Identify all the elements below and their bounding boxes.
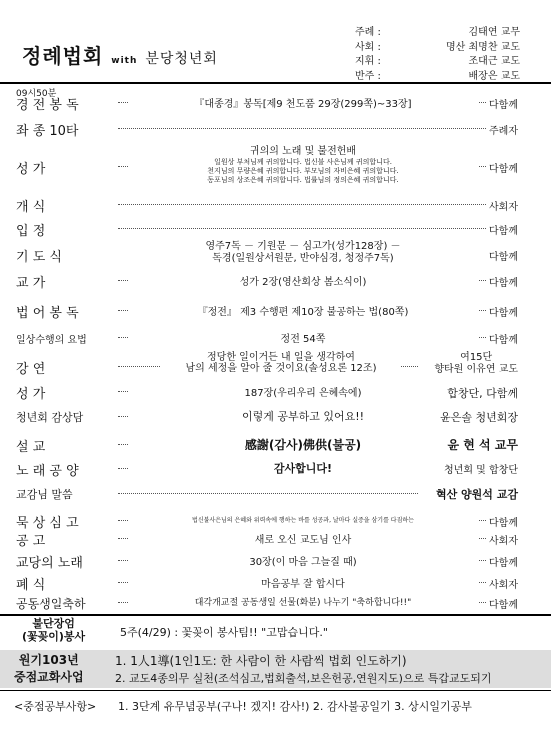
program-row bbox=[16, 220, 516, 238]
row-performer: 청년회 및 합창단 bbox=[444, 465, 518, 476]
row-content: 감사합니다! bbox=[128, 460, 478, 476]
row-performer: 다함께 bbox=[489, 335, 518, 346]
row-performer: 합창단, 다함께 bbox=[447, 387, 518, 400]
row-content: 感謝(감사)佛供(불공) bbox=[128, 436, 478, 453]
row-content: 30장(이 마음 그늘질 때) bbox=[128, 553, 478, 568]
hymn-block: 귀의의 노래 및 불전헌배 일원상 부처님께 귀의합니다. 법신불 사은님께 귀의합니다. 천지님의 무량은혜 귀의합니다. 부모님의 자비은혜 귀의합니다. 동포님의 상조은혜 귀의합니다. 법률님의 정의은혜 귀의합니다. bbox=[128, 146, 478, 185]
leader-dots bbox=[118, 493, 418, 494]
row-content: 『대종경』봉독[제9 천도품 29장(299쪽)~33장] bbox=[128, 95, 478, 110]
program-row bbox=[16, 241, 516, 267]
role-row: 반주 : 배장은 교도 bbox=[355, 70, 520, 82]
row-content: 대각개교절 공동생일 선물(화분) 나누기 "축하합니다!!" bbox=[128, 595, 478, 608]
row-label: 성 가 bbox=[16, 387, 46, 402]
top-divider bbox=[0, 82, 551, 84]
year-label: 원기103년 중점교화사업 bbox=[14, 653, 84, 684]
row-label: 노 래 공 양 bbox=[16, 464, 79, 479]
goal-item: 2. 교도4종의무 실천(조석심고,법회출석,보은헌공,연원지도)으로 특갑교도되기 bbox=[115, 672, 492, 685]
program-row bbox=[16, 120, 516, 138]
study-divider bbox=[0, 690, 551, 691]
goal-list bbox=[115, 652, 491, 688]
program-row bbox=[16, 485, 516, 503]
bongsa-text: 5주(4/29) : 꽃꽂이 봉사팀!! "고맙습니다." bbox=[120, 626, 328, 639]
row-content: 이렇게 공부하고 있어요!! bbox=[128, 408, 478, 424]
program-row bbox=[16, 94, 516, 112]
row-content: 새로 오신 교도님 인사 bbox=[128, 531, 478, 546]
start-time: 09시50분 bbox=[16, 89, 57, 99]
row-label: 일상수행의 요법 bbox=[16, 335, 87, 346]
row-label: 교 가 bbox=[16, 276, 46, 291]
row-label: 기 도 식 bbox=[16, 250, 62, 265]
program-row bbox=[16, 146, 516, 190]
program-row bbox=[16, 383, 516, 401]
role-row: 지휘 : 조대근 교도 bbox=[355, 56, 520, 67]
program-row bbox=[16, 408, 516, 426]
row-performer: 사회자 bbox=[489, 536, 518, 547]
row-label: 묵 상 심 고 bbox=[16, 516, 79, 531]
row-label: 폐 식 bbox=[16, 578, 46, 593]
program-row bbox=[16, 460, 516, 478]
leader-dots bbox=[118, 204, 486, 205]
row-performer: 다함께 bbox=[489, 100, 518, 111]
row-content: 성가 2장(영산회상 봄소식이) bbox=[128, 273, 478, 288]
row-content: 법신불사은님의 은혜와 위력속에 행하는 바를 성공과, 날마다 실증을 삼기를 다짐하는 bbox=[128, 515, 478, 524]
row-label: 개 식 bbox=[16, 200, 46, 215]
row-performer: 다함께 bbox=[489, 518, 518, 529]
row-performer: 다함께 bbox=[489, 558, 518, 569]
program-row bbox=[16, 436, 516, 454]
role-row: 주례 : 김태연 교무 bbox=[355, 27, 520, 38]
program-row bbox=[16, 272, 516, 290]
row-performer: 다함께 bbox=[489, 226, 518, 237]
program-row bbox=[16, 352, 516, 378]
row-label: 설 교 bbox=[16, 440, 46, 455]
row-performer: 주례자 bbox=[489, 126, 518, 137]
study-label: <중점공부사항> bbox=[14, 700, 97, 713]
row-label: 청년회 감상담 bbox=[16, 411, 84, 424]
officiant-list bbox=[355, 26, 520, 84]
row-content: 187장(우리우리 은혜속에) bbox=[128, 384, 478, 399]
title-with: with bbox=[111, 56, 138, 66]
row-content: 정전 54쪽 bbox=[128, 330, 478, 345]
row-performer: 다함께 bbox=[489, 278, 518, 289]
row-performer: 다함께 bbox=[489, 164, 518, 175]
row-performer: 다함께 bbox=[489, 252, 518, 263]
program-row bbox=[16, 530, 516, 548]
row-label: 법 어 봉 독 bbox=[16, 306, 79, 321]
goal-item: 1. 1人1導(1인1도: 한 사람이 한 사람씩 법회 인도하기) bbox=[115, 654, 407, 668]
row-performer: 사회자 bbox=[489, 580, 518, 591]
title-subtitle: 분당청년회 bbox=[145, 51, 218, 67]
row-performer: 다함께 bbox=[489, 308, 518, 319]
row-performer: 사회자 bbox=[489, 202, 518, 213]
row-content: 마음공부 잘 합시다 bbox=[128, 575, 478, 590]
row-content: 『정전』 제3 수행편 제10장 불공하는 법(80쪽) bbox=[128, 303, 478, 318]
role-row: 사회 : 명산 최명찬 교도 bbox=[355, 41, 520, 53]
footer-divider bbox=[0, 614, 551, 616]
leader-dots bbox=[118, 128, 486, 129]
row-performer: 윤은솔 청년회장 bbox=[440, 411, 518, 424]
program-row bbox=[16, 512, 516, 530]
leader-dots bbox=[118, 228, 486, 229]
row-label: 입 정 bbox=[16, 224, 46, 239]
row-label: 교감님 말씀 bbox=[16, 488, 73, 501]
row-label: 공 고 bbox=[16, 534, 46, 549]
program-row bbox=[16, 574, 516, 592]
row-label: 성 가 bbox=[16, 162, 46, 177]
row-label: 교당의 노래 bbox=[16, 556, 83, 571]
program-row bbox=[16, 329, 516, 347]
program-row bbox=[16, 302, 516, 320]
study-text: 1. 3단계 유무념공부(구나! 겠지! 감사!) 2. 감사불공일기 3. 상시일기공부 bbox=[118, 700, 472, 713]
row-performer: 다함께 bbox=[489, 600, 518, 611]
row-content: 정당한 일이거든 내 일을 생각하여 남의 세정을 알아 줄 것이요(솔성요론 12조) bbox=[161, 352, 401, 374]
page-title bbox=[22, 40, 218, 69]
row-label: 경 전 봉 독 bbox=[16, 98, 79, 113]
bongsa-label: 불단장엄 (꽃꽂이)봉사 bbox=[22, 617, 86, 643]
row-label: 공동생일축하 bbox=[16, 597, 86, 611]
program-row bbox=[16, 552, 516, 570]
row-performer: 여15단 향타원 이유연 교도 bbox=[434, 352, 518, 375]
title-main: 정례법회 bbox=[22, 44, 104, 68]
row-content: 영주7독 － 기원문 － 심고가(성가128장) － 독경(일원상서원문, 반야심경, 청정주7독) bbox=[128, 241, 478, 265]
row-label: 강 연 bbox=[16, 362, 46, 377]
program-row bbox=[16, 594, 516, 612]
row-performer: 윤 현 석 교무 bbox=[447, 438, 518, 452]
row-performer: 혁산 양원석 교감 bbox=[435, 488, 518, 501]
program-row bbox=[16, 196, 516, 214]
row-label: 좌 종 10타 bbox=[16, 124, 79, 139]
